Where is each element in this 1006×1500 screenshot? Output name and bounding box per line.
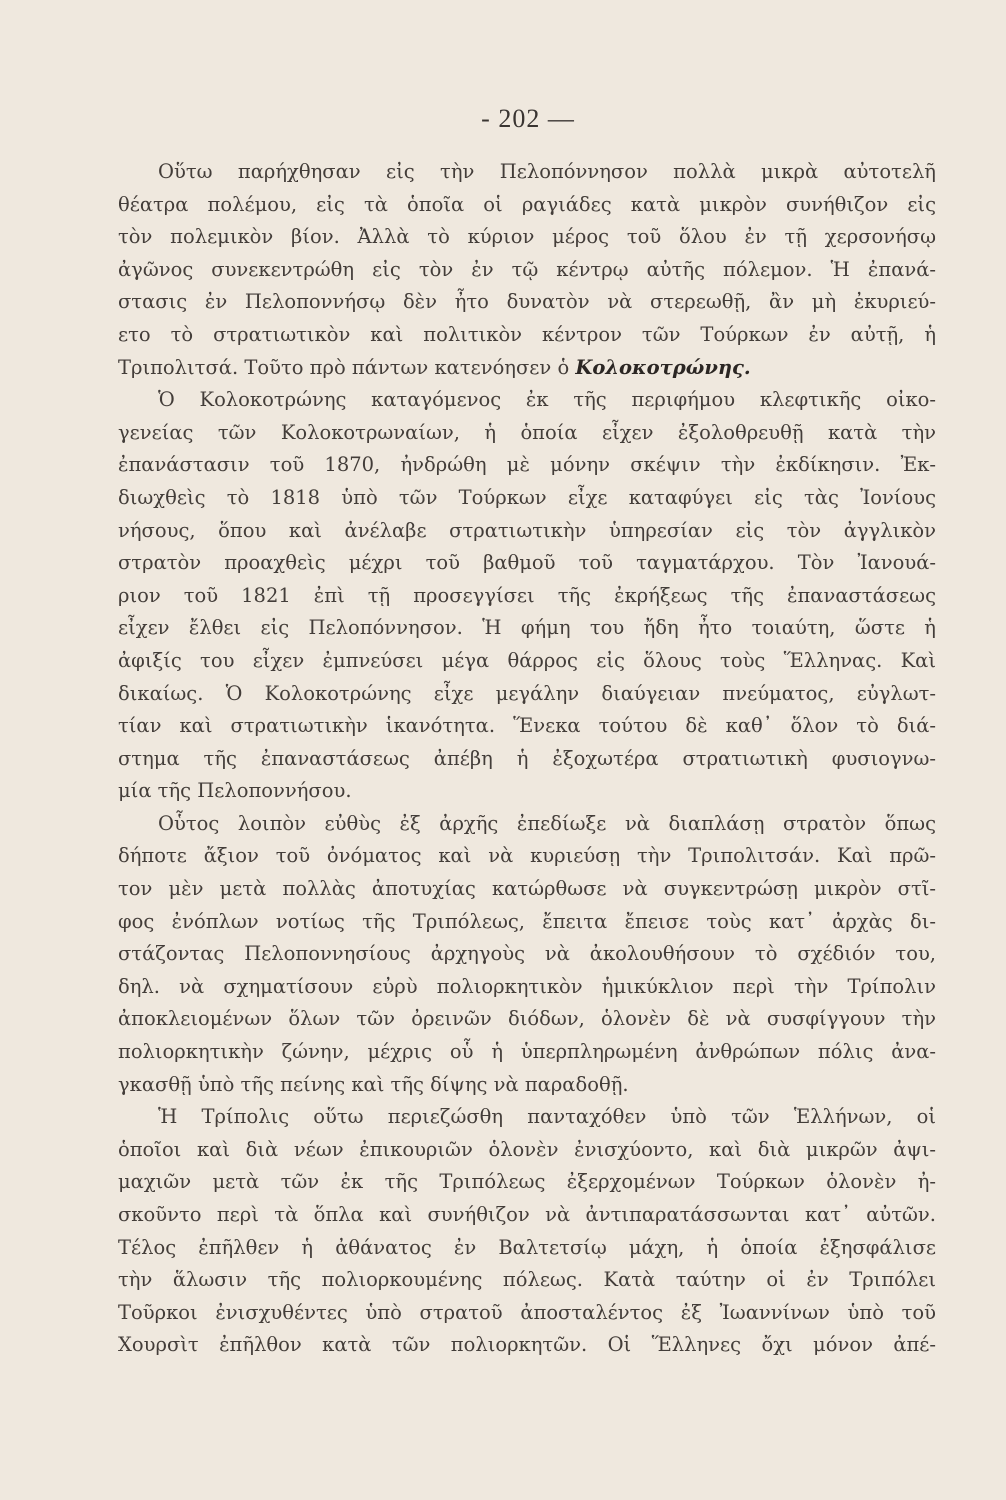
text-line: ἀφιξίς του εἶχεν ἐμπνεύσει μέγα θάρρος εἰς ὅλους τοὺς Ἕλληνας. Καὶ <box>118 648 936 672</box>
text-line: στάζοντας Πελοποννησίους ἀρχηγοὺς νὰ ἀκολουθήσουν τὸ σχέδιόν του, <box>118 942 936 966</box>
text-line: ετο τὸ στρατιωτικὸν καὶ πολιτικὸν κέντρον τῶν Τούρκων ἐν αὐτῇ, ἡ <box>118 322 936 346</box>
text-line: φος ἐνόπλων νοτίως τῆς Τριπόλεως, ἔπειτα ἔπεισε τοὺς κατ᾽ ἀρχὰς δι- <box>118 909 936 933</box>
text-line: δικαίως. Ὁ Κολοκοτρώνης εἶχε μεγάλην διαύγειαν πνεύματος, εὐγλωτ- <box>118 681 936 705</box>
text-line: τον μὲν μετὰ πολλὰς ἀποτυχίας κατώρθωσε νὰ συγκεντρώσῃ μικρὸν στῖ- <box>118 877 936 901</box>
text-line-lead: Τριπολιτσά. Τοῦτο πρὸ πάντων κατενόησεν ὁ <box>118 355 570 379</box>
text-line: διωχθεὶς τὸ 1818 ὑπὸ τῶν Τούρκων εἶχε καταφύγει εἰς τὰς Ἰονίους <box>118 485 936 509</box>
text-line: ἐπανάστασιν τοῦ 1870, ἠνδρώθη μὲ μόνην σκέψιν τὴν ἐκδίκησιν. Ἐκ- <box>118 453 936 477</box>
text-line: τίαν καὶ στρατιωτικὴν ἱκανότητα. Ἕνεκα τούτου δὲ καθ᾽ ὅλον τὸ διά- <box>118 714 936 738</box>
text-line: μία τῆς Πελοποννήσου. <box>118 779 352 803</box>
paragraph-1 <box>118 156 936 384</box>
text-line: πολιορκητικὴν ζώνην, μέχρις οὗ ἡ ὑπερπληρωμένη ἀνθρώπων πόλις ἀνα- <box>118 1040 936 1064</box>
text-line: γκασθῇ ὑπὸ τῆς πείνης καὶ τῆς δίψης νὰ παραδοθῇ. <box>118 1072 629 1096</box>
text-line: θέατρα πολέμου, εἰς τὰ ὁποῖα οἱ ραγιάδες κατὰ μικρὸν συνήθιζον εἰς <box>118 192 936 216</box>
text-line: Οὗτος λοιπὸν εὐθὺς ἐξ ἀρχῆς ἐπεδίωξε νὰ διαπλάσῃ στρατὸν ὅπως <box>158 811 936 835</box>
text-line: Τέλος ἐπῆλθεν ἡ ἀθάνατος ἐν Βαλτετσίῳ μάχη, ἡ ὁποία ἐξησφάλισε <box>118 1235 936 1259</box>
emphasized-name: Κολοκοτρώνης. <box>575 355 751 379</box>
text-line: Ἡ Τρίπολις οὕτω περιεζώσθη πανταχόθεν ὑπὸ τῶν Ἑλλήνων, οἱ <box>158 1105 936 1129</box>
text-line: στρατὸν προαχθεὶς μέχρι τοῦ βαθμοῦ τοῦ ταγματάρχου. Τὸν Ἰανουά- <box>118 551 936 575</box>
text-line: σκοῦντο περὶ τὰ ὅπλα καὶ συνήθιζον νὰ ἀντιπαρατάσσωνται κατ᾽ αὐτῶν. <box>118 1203 936 1226</box>
text-line: γενείας τῶν Κολοκοτρωναίων, ἡ ὁποία εἶχεν ἐξολοθρευθῇ κατὰ τὴν <box>118 420 936 444</box>
body-text <box>118 156 936 1362</box>
text-line: ἀγῶνος συνεκεντρώθη εἰς τὸν ἐν τῷ κέντρῳ αὐτῆς πόλεμον. Ἡ ἐπανά- <box>118 257 936 281</box>
text-line: Ὁ Κολοκοτρώνης καταγόμενος ἐκ τῆς περιφήμου κλεφτικῆς οἰκο- <box>158 388 936 412</box>
text-line: Χουρσὶτ ἐπῆλθον κατὰ τῶν πολιορκητῶν. Οἱ Ἕλληνες ὄχι μόνον ἀπέ- <box>118 1333 936 1357</box>
page-number: - 202 — <box>481 104 575 133</box>
text-line: ἀποκλειομένων ὅλων τῶν ὀρεινῶν διόδων, ὁλονὲν δὲ νὰ συσφίγγουν τὴν <box>118 1007 936 1031</box>
text-line: στασις ἐν Πελοποννήσῳ δὲν ἦτο δυνατὸν νὰ στερεωθῇ, ἂν μὴ ἐκυριεύ- <box>118 290 936 314</box>
paragraph-3 <box>118 808 936 1101</box>
text-line: τὸν πολεμικὸν βίον. Ἀλλὰ τὸ κύριον μέρος τοῦ ὅλου ἐν τῇ χερσονήσῳ <box>118 225 936 249</box>
text-line <box>118 352 936 385</box>
text-line: στημα τῆς ἐπαναστάσεως ἀπέβη ἡ ἐξοχωτέρα στρατιωτικὴ φυσιογνω- <box>118 746 936 770</box>
paragraph-4 <box>118 1101 936 1362</box>
text-line: τὴν ἅλωσιν τῆς πολιορκουμένης πόλεως. Κατὰ ταύτην οἱ ἐν Τριπόλει <box>118 1268 936 1292</box>
text-line: Οὕτω παρήχθησαν εἰς τὴν Πελοπόννησον πολλὰ μικρὰ αὐτοτελῆ <box>158 160 936 183</box>
text-line: ριον τοῦ 1821 ἐπὶ τῇ προσεγγίσει τῆς ἐκρήξεως τῆς ἐπαναστάσεως <box>118 583 936 607</box>
text-line: νήσους, ὅπου καὶ ἀνέλαβε στρατιωτικὴν ὑπηρεσίαν εἰς τὸν ἀγγλικὸν <box>118 518 936 542</box>
text-line: δηλ. νὰ σχηματίσουν εὐρὺ πολιορκητικὸν ἡμικύκλιον περὶ τὴν Τρίπολιν <box>118 974 936 998</box>
text-line: Τοῦρκοι ἐνισχυθέντες ὑπὸ στρατοῦ ἀποσταλέντος ἐξ Ἰωαννίνων ὑπὸ τοῦ <box>118 1300 936 1324</box>
paragraph-2 <box>118 384 936 808</box>
text-line: εἶχεν ἔλθει εἰς Πελοπόννησον. Ἡ φήμη του ἤδη ἦτο τοιαύτη, ὥστε ἡ <box>118 616 936 640</box>
text-line: δήποτε ἄξιον τοῦ ὀνόματος καὶ νὰ κυριεύσῃ τὴν Τριπολιτσάν. Καὶ πρῶ- <box>118 844 936 868</box>
text-line: ὁποῖοι καὶ διὰ νέων ἐπικουριῶν ὁλονὲν ἐνισχύοντο, καὶ διὰ μικρῶν ἀψι- <box>118 1137 936 1161</box>
text-line: μαχιῶν μετὰ τῶν ἐκ τῆς Τριπόλεως ἐξερχομένων Τούρκων ὁλονὲν ἠ- <box>118 1170 936 1194</box>
